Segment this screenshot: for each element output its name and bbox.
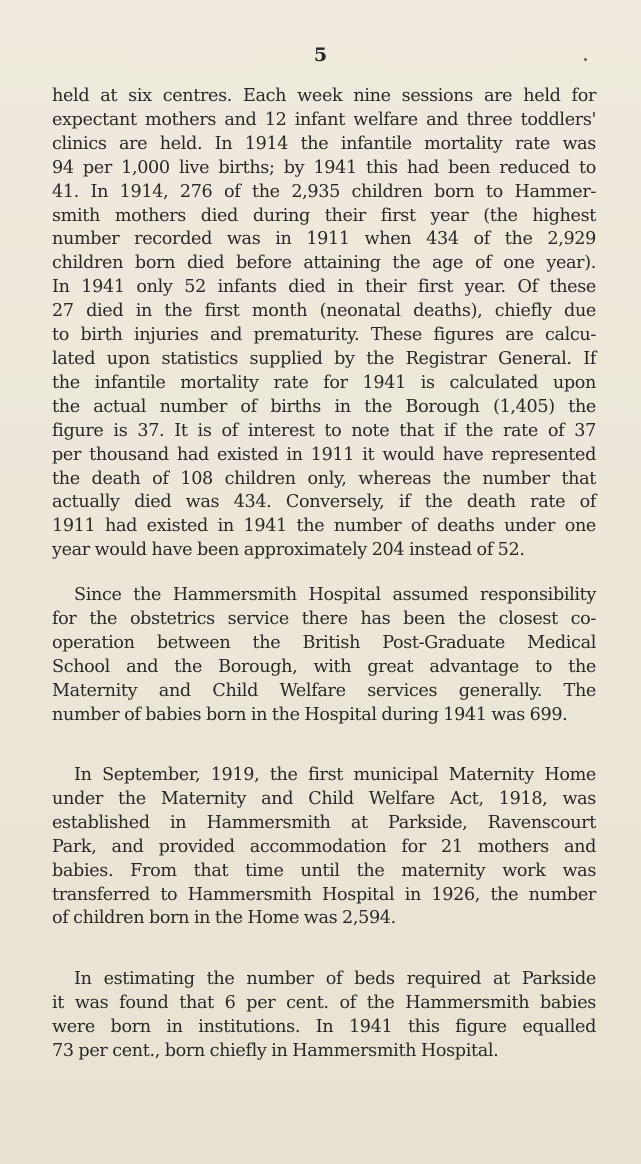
text-line: held at six centres. Each week nine sessions are held for [52,86,596,106]
text-line: it was found that 6 per cent. of the Hammersmith babies [52,992,596,1013]
text-line: 27 died in the first month (neonatal deaths), chiefly due [52,301,596,322]
text-line: the death of 108 children only, whereas the number that [52,468,596,489]
text-line: operation between the British Post-Graduate Medical [52,632,596,653]
text-line: actually died was 434. Conversely, if the death rate of [52,492,596,513]
text-line: of children born in the Home was 2,594. [52,908,396,929]
text-line: expectant mothers and 12 infant welfare and three toddlers' [52,109,596,130]
text-line: 1911 had existed in 1941 the number of deaths under one [52,516,596,537]
text-line: 41. In 1914, 276 of the 2,935 children born to Hammer- [52,181,596,202]
text-line: smith mothers died during their first year (the highest [52,205,596,226]
paragraph-hammersmith-hospital [52,584,596,727]
text-line: babies. From that time until the maternity work was [52,860,596,881]
text-line: for the obstetrics service there has been the closest co- [52,608,596,629]
text-line: Maternity and Child Welfare services generally. The [52,680,596,701]
text-line: to birth injuries and prematurity. These figures are calcu- [52,325,596,346]
text-line: transferred to Hammersmith Hospital in 1926, the number [52,884,596,905]
paragraph-infant-mortality [52,85,596,563]
text-line: clinics are held. In 1914 the infantile mortality rate was [52,133,596,154]
paragraph-maternity-home [52,764,596,931]
text-line: per thousand had existed in 1911 it would have represented [52,444,596,465]
print-speck [584,58,587,61]
text-line: were born in institutions. In 1941 this figure equalled [52,1016,596,1037]
text-line: In 1941 only 52 infants died in their first year. Of these [52,277,596,298]
page-number: 5 [313,44,328,66]
text-line: 94 per 1,000 live births; by 1941 this had been reduced to [52,157,596,178]
text-line: established in Hammersmith at Parkside, Ravenscourt [52,812,596,833]
text-line: year would have been approximately 204 instead of 52. [52,540,525,561]
text-line: under the Maternity and Child Welfare Act, 1918, was [52,788,596,809]
text-line: figure is 37. It is of interest to note that if the rate of 37 [52,420,596,441]
text-line: lated upon statistics supplied by the Registrar General. If [52,348,596,369]
text-line: the actual number of births in the Borough (1,405) the [52,396,596,417]
text-line: Since the Hammersmith Hospital assumed responsibility [74,585,596,605]
text-line: children born died before attaining the age of one year). [52,253,596,274]
text-line: number recorded was in 1911 when 434 of the 2,929 [52,229,596,250]
paragraph-parkside-beds [52,968,596,1064]
text-line: the infantile mortality rate for 1941 is calculated upon [52,372,596,393]
text-line: 73 per cent., born chiefly in Hammersmith Hospital. [52,1040,499,1061]
text-line: Park, and provided accommodation for 21 mothers and [52,836,596,857]
text-line: School and the Borough, with great advantage to the [52,656,596,677]
text-line: In September, 1919, the first municipal Maternity Home [74,765,596,785]
text-line: number of babies born in the Hospital during 1941 was 699. [52,704,568,725]
text-line: In estimating the number of beds required at Parkside [74,969,596,989]
